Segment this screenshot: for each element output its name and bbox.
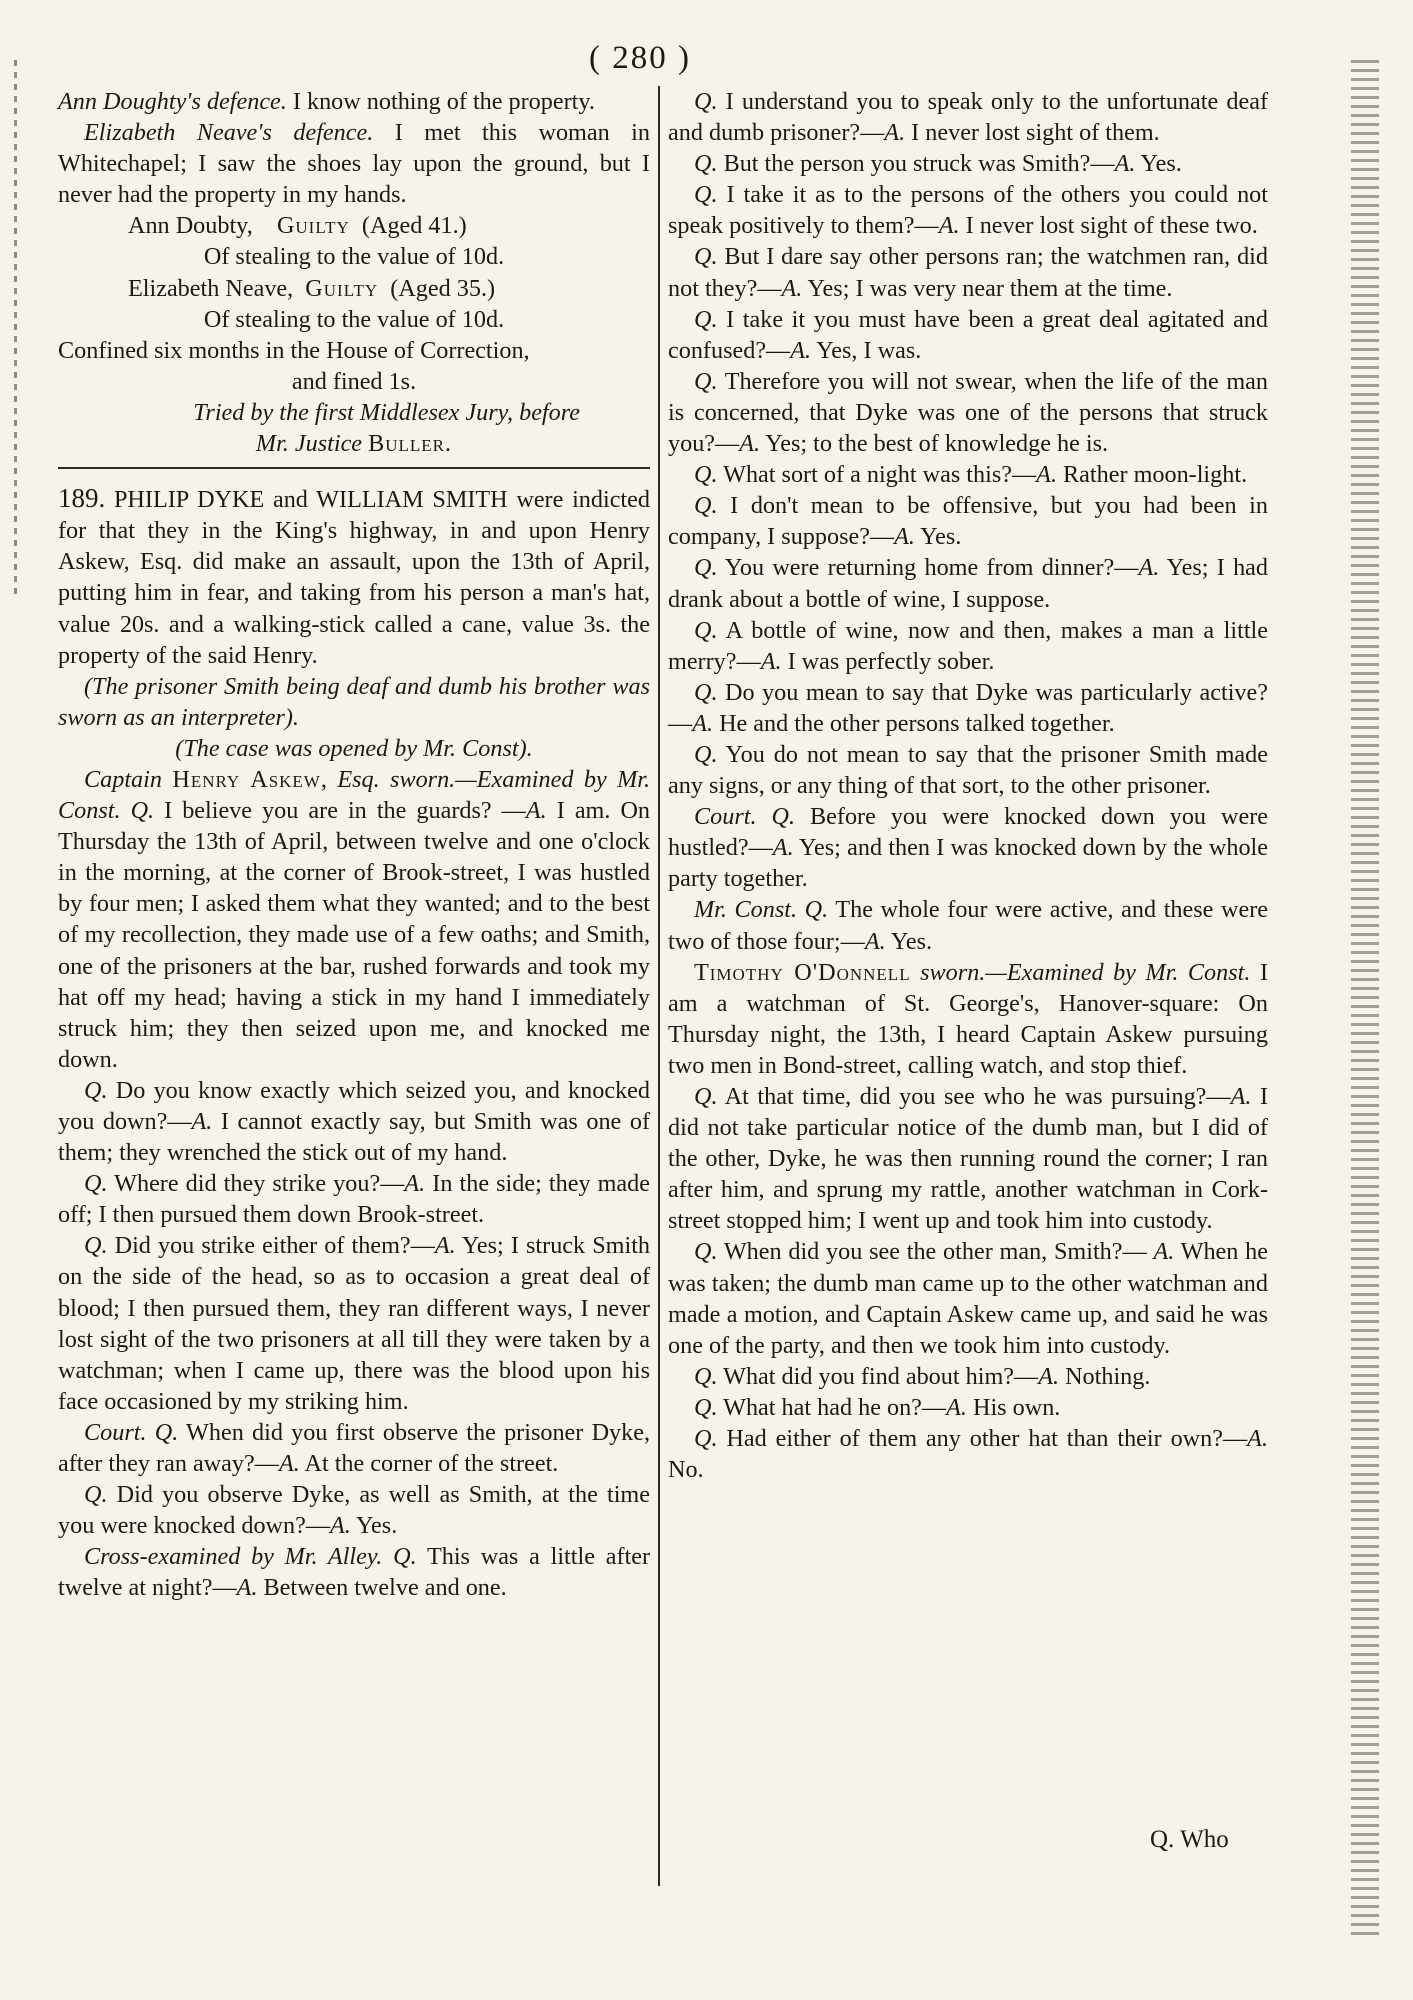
paragraph: Elizabeth Neave, Guilty (Aged 35.) [128,274,496,302]
paragraph: Q. Do you know exactly which seized you, and knocked you down?—A. I cannot exactly say, but Smith was one of them; they wrenched the stick out of my hand. [58,1076,650,1167]
paragraph: Q. I don't mean to be offensive, but you had been in company, I suppose?—A. Yes. [668,492,1268,551]
page-left-edge-marks [14,60,17,600]
paragraph: Q. Where did they strike you?—A. In the side; they made off; I then pursued them down Brook-street. [58,1170,650,1229]
column-divider [658,86,660,1886]
catchword: Q. Who [1150,1826,1229,1853]
paragraph: (The prisoner Smith being deaf and dumb his brother was sworn as an interpreter). [58,672,650,731]
paragraph: Q. Had either of them any other hat than their own?—A. No. [668,1425,1268,1484]
paragraph: Of stealing to the value of 10d. [203,243,505,271]
paragraph: Mr. Justice Buller. [255,430,453,458]
paragraph: 189. PHILIP DYKE and WILLIAM SMITH were indicted for that they in the King's highway, in and upon Henry Askew, Esq. did make an assault, upon the 13th of April, putting him in fear, and taking from his person a man's hat, value 20s. and a walking-stick called a cane, value 3s. the property of the said Henry. [58,483,650,669]
paragraph: Confined six months in the House of Correction, [58,336,530,364]
paragraph: Q. What did you find about him?—A. Nothing. [694,1362,1151,1390]
page-number: ( 280 ) [589,40,691,76]
paragraph: Mr. Const. Q. The whole four were active, and these were two of those four;—A. Yes. [668,896,1269,955]
paragraph: Court. Q. When did you first observe the prisoner Dyke, after they ran away?—A. At the corner of the street. [58,1418,651,1478]
paragraph: Q. Did you strike either of them?—A. Yes; I struck Smith on the side of the head, so as to occasion a great deal of blood; I then pursued them, they ran different ways, I never lost sight of the two prisoners at all till they were taken by a watchman; when I came up, there was the blood upon his face occasioned by my striking him. [58,1232,651,1415]
paragraph: Q. Did you observe Dyke, as well as Smith, at the time you were knocked down?—A. Yes. [58,1481,650,1540]
paragraph: Q. When did you see the other man, Smith?— A. When he was taken; the dumb man came up to the other watchman and made a motion, and Captain Askew came up, and said he was one of the party, and then we took him into custody. [668,1238,1268,1359]
paragraph: Ann Doughty's defence. I know nothing of the property. [58,88,595,115]
paragraph: Q. I take it as to the persons of the others you could not speak positively to them?—A. I never lost sight of these two. [668,181,1268,240]
paragraph: Q. I understand you to speak only to the unfortunate deaf and dumb prisoner?—A. I never lost sight of them. [668,88,1268,147]
paragraph: Q. You do not mean to say that the prisoner Smith made any signs, or any thing of that sort, to the other prisoner. [668,740,1268,800]
paragraph: Q. At that time, did you see who he was pursuing?—A. I did not take particular notice of the dumb man, but I did of the other, Dyke, he was then running round the corner; I ran after him, and sprung my rattle, another watchman in Cork-street stopped him; I went up and took him into custody. [668,1083,1268,1235]
paragraph: Court. Q. Before you were knocked down you were hustled?—A. Yes; and then I was knocked down by the whole party together. [668,803,1269,893]
page-edge-shadow [1351,60,1379,1940]
paragraph: Q. But the person you struck was Smith?—A. Yes. [694,150,1182,178]
right-column [668,86,1268,1485]
paragraph: Elizabeth Neave's defence. I met this woman in Whitechapel; I saw the shoes lay upon the ground, but I never had the property in my hands. [58,119,650,209]
paragraph: Q. Therefore you will not swear, when the life of the man is concerned, that Dyke was one of the persons that struck you?—A. Yes; to the best of knowledge he is. [668,367,1268,458]
paragraph: Tried by the first Middlesex Jury, before [193,398,580,426]
paragraph: Of stealing to the value of 10d. [203,305,505,333]
paragraph: Q. I take it you must have been a great deal agitated and confused?—A. Yes, I was. [668,305,1268,364]
paragraph: (The case was opened by Mr. Const). [175,734,533,762]
paragraph: Q. A bottle of wine, now and then, makes a man a little merry?—A. I was perfectly sober. [668,616,1268,675]
paragraph: Q. What sort of a night was this?—A. Rather moon-light. [694,461,1248,489]
paragraph: Q. Do you mean to say that Dyke was particularly active?—A. He and the other persons talked together. [668,678,1268,737]
paragraph: Q. But I dare say other persons ran; the watchmen ran, did not they?—A. Yes; I was very near them at the time. [668,243,1268,302]
paragraph: Q. What hat had he on?—A. His own. [694,1393,1061,1421]
paragraph: Q. You were returning home from dinner?—A. Yes; I had drank about a bottle of wine, I suppose. [668,554,1268,613]
paragraph: Ann Doubty, Guilty (Aged 41.) [128,212,467,240]
paragraph: Timothy O'Donnell sworn.—Examined by Mr. Const. I am a watchman of St. George's, Hanover-square: On Thursday night, the 13th, I heard Captain Askew pursuing two men in Bond-street, calling watch, and stop thief. [668,958,1269,1079]
section-separator [58,467,650,469]
paragraph: and fined 1s. [291,367,417,395]
left-column [58,86,650,1604]
paragraph: Captain Henry Askew, Esq. sworn.—Examined by Mr. Const. Q. I believe you are in the guards? —A. I am. On Thursday the 13th of April, between twelve and one o'clock in the morning, at the corner of Brook-street, I was hustled by four men; I asked them what they wanted; and to the best of my recollection, they made use of a few oaths; and Smith, one of the prisoners at the bar, rushed forwards and took my hat off my head; having a stick in my hand I immediately struck him; they then seized upon me, and knocked me down. [58,765,651,1073]
paragraph: Cross-examined by Mr. Alley. Q. This was a little after twelve at night?—A. Between twelve and one. [58,1543,651,1602]
